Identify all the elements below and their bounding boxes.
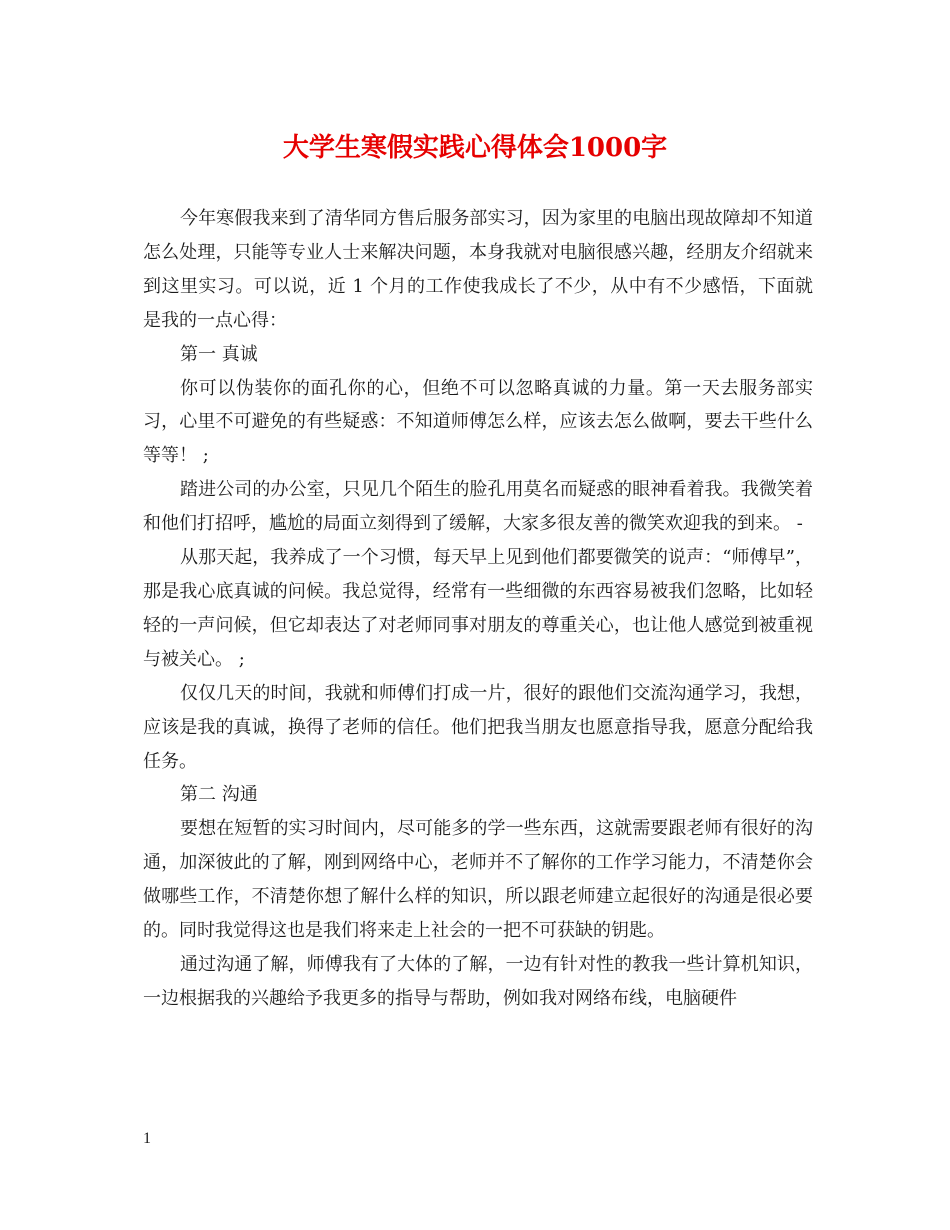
section-heading-communication: 第二 沟通 <box>180 784 258 806</box>
paragraph: 仅仅几天的时间，我就和师傅们打成一片，很好的跟他们交流沟通学习，我想，应该是我的真诚，换得了老师的信任。他们把我当朋友也愿意指导我，愿意分配给我任务。 <box>143 682 813 772</box>
paragraph: 通过沟通了解，师傅我有了大体的了解，一边有针对性的教我一些计算机知识，一边根据我的兴趣给予我更多的指导与帮助，例如我对网络布线，电脑硬件 <box>143 953 813 1009</box>
document-body <box>143 202 813 1016</box>
paragraph: 从那天起，我养成了一个习惯，每天早上见到他们都要微笑的说声：“师傅早”，那是我心底真诚的问候。我总觉得，经常有一些细微的东西容易被我们忽略，比如轻轻的一声问候，但它却表达了对老师同事对朋友的尊重关心，也让他人感觉到被重视与被关心。 ; <box>143 547 813 670</box>
paragraph: 今年寒假我来到了清华同方售后服务部实习，因为家里的电脑出现故障却不知道怎么处理，只能等专业人士来解决问题，本身我就对电脑很感兴趣，经朋友介绍就来到这里实习。可以说，近 1 个月的工作使我成长了不少，从中有不少感悟，下面就是我的一点心得： <box>143 208 813 331</box>
document-title: 大学生寒假实践心得体会1000字 <box>282 133 668 163</box>
paragraph: 你可以伪装你的面孔你的心，但绝不可以忽略真诚的力量。第一天去服务部实习，心里不可避免的有些疑惑：不知道师傅怎么样，应该去怎么做啊，要去干些什么等等！ ; <box>143 377 813 467</box>
section-heading-sincerity: 第一 真诚 <box>180 343 258 365</box>
paragraph: 踏进公司的办公室，只见几个陌生的脸孔用莫名而疑惑的眼神看着我。我微笑着和他们打招呼，尴尬的局面立刻得到了缓解，大家多很友善的微笑欢迎我的到来。 - <box>143 479 813 535</box>
paragraph: 要想在短暂的实习时间内，尽可能多的学一些东西，这就需要跟老师有很好的沟通，加深彼此的了解，刚到网络中心，老师并不了解你的工作学习能力，不清楚你会做哪些工作，不清楚你想了解什么样的知识，所以跟老师建立起很好的沟通是很必要的。同时我觉得这也是我们将来走上社会的一把不可获缺的钥匙。 <box>143 818 813 942</box>
page-number: 1 <box>143 1130 151 1147</box>
